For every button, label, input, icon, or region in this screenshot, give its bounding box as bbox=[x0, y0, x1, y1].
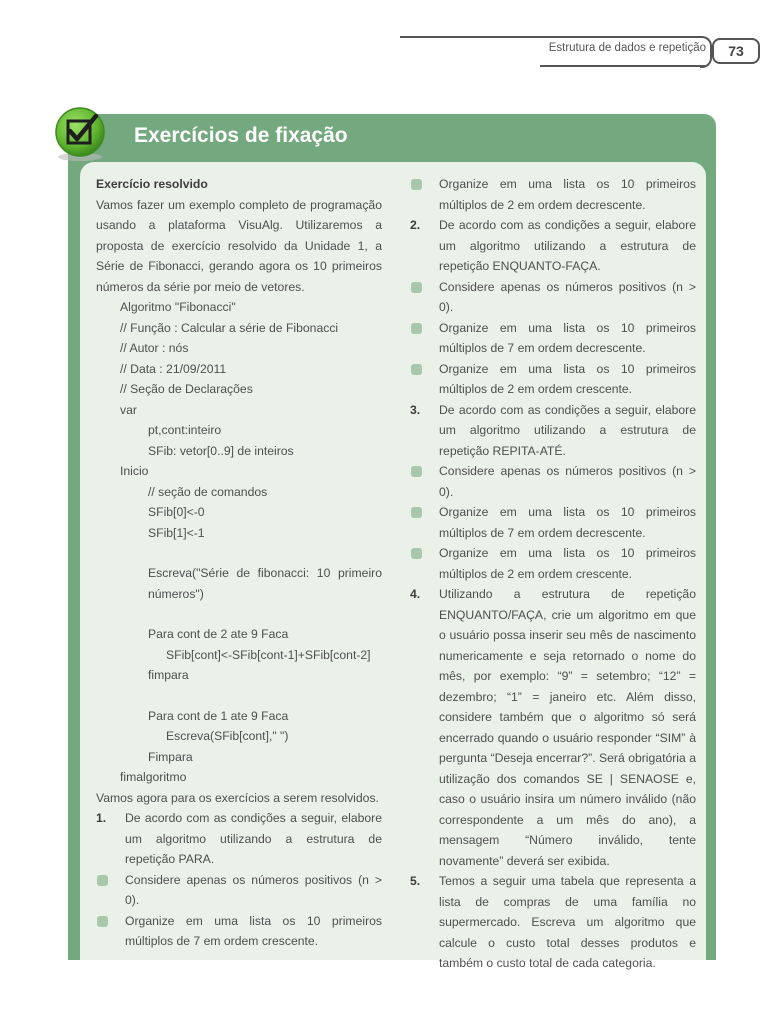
code-line: SFib[cont]<-SFib[cont-1]+SFib[cont-2] bbox=[166, 647, 371, 662]
intro-paragraph: Vamos fazer um exemplo completo de programação usando a plataforma VisuAlg. Utilizaremos a proposta de exercício resolvido da Unidade 1, a Série de Fibonacci, gerando agora os 10 primeiros números da série por meio de vetores. bbox=[96, 197, 382, 294]
list-item-text: Organize em uma lista os 10 primeiros múltiplos de 7 em ordem decrescente. bbox=[439, 320, 696, 355]
square-bullet-icon bbox=[411, 323, 422, 334]
code-line: Inicio bbox=[120, 464, 149, 478]
exercise-panel bbox=[80, 162, 706, 970]
code-line: Algoritmo "Fibonacci" bbox=[120, 300, 236, 314]
exercise-number: 1. bbox=[96, 811, 107, 825]
list-item bbox=[96, 911, 382, 952]
code-line: Escreva(SFib[cont]," ") bbox=[166, 729, 289, 743]
square-bullet-icon bbox=[97, 916, 108, 927]
exercise-5 bbox=[410, 871, 696, 974]
list-item-text: Considere apenas os números positivos (n > 0). bbox=[125, 872, 382, 907]
list-item-text: Organize em uma lista os 10 primeiros múltiplos de 7 em ordem decrescente. bbox=[439, 505, 696, 540]
right-column bbox=[410, 174, 696, 974]
code-line: SFib[0]<-0 bbox=[148, 505, 205, 519]
exercise-4 bbox=[410, 584, 696, 871]
header-rule bbox=[400, 36, 700, 38]
code-line: pt,cont:inteiro bbox=[148, 423, 222, 437]
exercise-text: De acordo com as condições a seguir, elabore um algoritmo utilizando a estrutura de repetição REPITA-ATÉ. bbox=[439, 402, 696, 458]
code-line: Para cont de 1 ate 9 Faca bbox=[148, 708, 289, 723]
list-item bbox=[410, 277, 696, 318]
square-bullet-icon bbox=[411, 282, 422, 293]
code-line: var bbox=[120, 402, 137, 417]
code-line: Para cont de 2 ate 9 Faca bbox=[148, 627, 289, 641]
outro-paragraph: Vamos agora para os exercícios a serem resolvidos. bbox=[96, 790, 379, 805]
code-line: // Seção de Declarações bbox=[120, 382, 253, 396]
code-line: SFib: vetor[0..9] de inteiros bbox=[148, 443, 294, 458]
square-bullet-icon bbox=[411, 179, 422, 190]
square-bullet-icon bbox=[97, 875, 108, 886]
code-line: Escreva("Série de fibonacci: 10 primeiro números") bbox=[148, 566, 382, 601]
exercise-2 bbox=[410, 215, 696, 277]
exercise-text: De acordo com as condições a seguir, elabore um algoritmo utilizando a estrutura de repetição PARA. bbox=[125, 811, 382, 866]
list-item-text: Organize em uma lista os 10 primeiros múltiplos de 2 em ordem decrescente. bbox=[439, 177, 696, 212]
running-title: Estrutura de dados e repetição bbox=[548, 42, 706, 54]
list-item-text: Organize em uma lista os 10 primeiros múltiplos de 2 em ordem crescente. bbox=[439, 361, 696, 396]
exercise-number: 2. bbox=[410, 218, 421, 232]
list-item-text: Organize em uma lista os 10 primeiros múltiplos de 7 em ordem crescente. bbox=[125, 913, 382, 948]
list-item-text: Organize em uma lista os 10 primeiros múltiplos de 2 em ordem crescente. bbox=[439, 546, 696, 581]
list-item-text: Considere apenas os números positivos (n > 0). bbox=[439, 279, 696, 314]
code-line: // Data : 21/09/2011 bbox=[120, 361, 227, 376]
header-bracket bbox=[700, 36, 712, 68]
code-line: fimalgoritmo bbox=[120, 770, 187, 784]
exercise-box bbox=[68, 114, 716, 970]
exercise-text: Temos a seguir uma tabela que representa a lista de compras de uma família no supermercado. Escreva um algoritmo que calcule o custo total desses produtos e também o custo total de cada categoria. bbox=[439, 874, 696, 970]
exercise-1 bbox=[96, 808, 382, 870]
exercise-text: De acordo com as condições a seguir, elabore um algoritmo utilizando a estrutura de repetição ENQUANTO-FAÇA. bbox=[439, 218, 696, 273]
code-line: SFib[1]<-1 bbox=[148, 525, 205, 540]
exercise-number: 5. bbox=[410, 874, 421, 888]
square-bullet-icon bbox=[411, 507, 422, 518]
list-item bbox=[410, 543, 696, 584]
code-listing bbox=[96, 297, 382, 788]
running-header bbox=[400, 36, 762, 68]
square-bullet-icon bbox=[411, 466, 422, 477]
page-number: 73 bbox=[712, 38, 760, 64]
checkbox-check-icon bbox=[50, 104, 110, 164]
list-item bbox=[96, 870, 382, 911]
exercise-number: 3. bbox=[410, 402, 421, 417]
list-item bbox=[410, 502, 696, 543]
code-line: Fimpara bbox=[148, 749, 193, 764]
header-underline bbox=[540, 65, 705, 67]
list-item-text: Considere apenas os números positivos (n > 0). bbox=[439, 464, 696, 499]
code-line: // Função : Calcular a série de Fibonacci bbox=[120, 320, 339, 335]
list-item bbox=[410, 359, 696, 400]
list-item bbox=[410, 318, 696, 359]
left-column bbox=[96, 174, 382, 952]
square-bullet-icon bbox=[411, 364, 422, 375]
solved-exercise-heading: Exercício resolvido bbox=[96, 177, 208, 191]
square-bullet-icon bbox=[411, 548, 422, 559]
list-item bbox=[410, 174, 696, 215]
code-line: // Autor : nós bbox=[120, 341, 189, 355]
code-line: // seção de comandos bbox=[148, 484, 268, 499]
list-item bbox=[410, 461, 696, 502]
exercise-3 bbox=[410, 400, 696, 462]
box-title: Exercícios de fixação bbox=[134, 124, 348, 147]
exercise-text: Utilizando a estrutura de repetição ENQUANTO/FAÇA, crie um algoritmo em que o usuário possa inserir seu mês de nascimento numericamente e seja retornado o nome do mês, por exemplo: “9” = setembro; “12” = dezembro; “1” = janeiro etc. Além disso, considere também que o algoritmo só será encerrado quando o usuário responder “SIM” à pergunta “Deseja encerrar?”. Será obrigatória a utilização dos comandos SE | SENAOSE e, caso o usuário insira um número inválido (não correspondente a um mês do ano), a mensagem “Número inválido, tente novamente” deverá ser exibida. bbox=[439, 587, 696, 868]
code-line: fimpara bbox=[148, 668, 189, 682]
exercise-number: 4. bbox=[410, 587, 421, 601]
